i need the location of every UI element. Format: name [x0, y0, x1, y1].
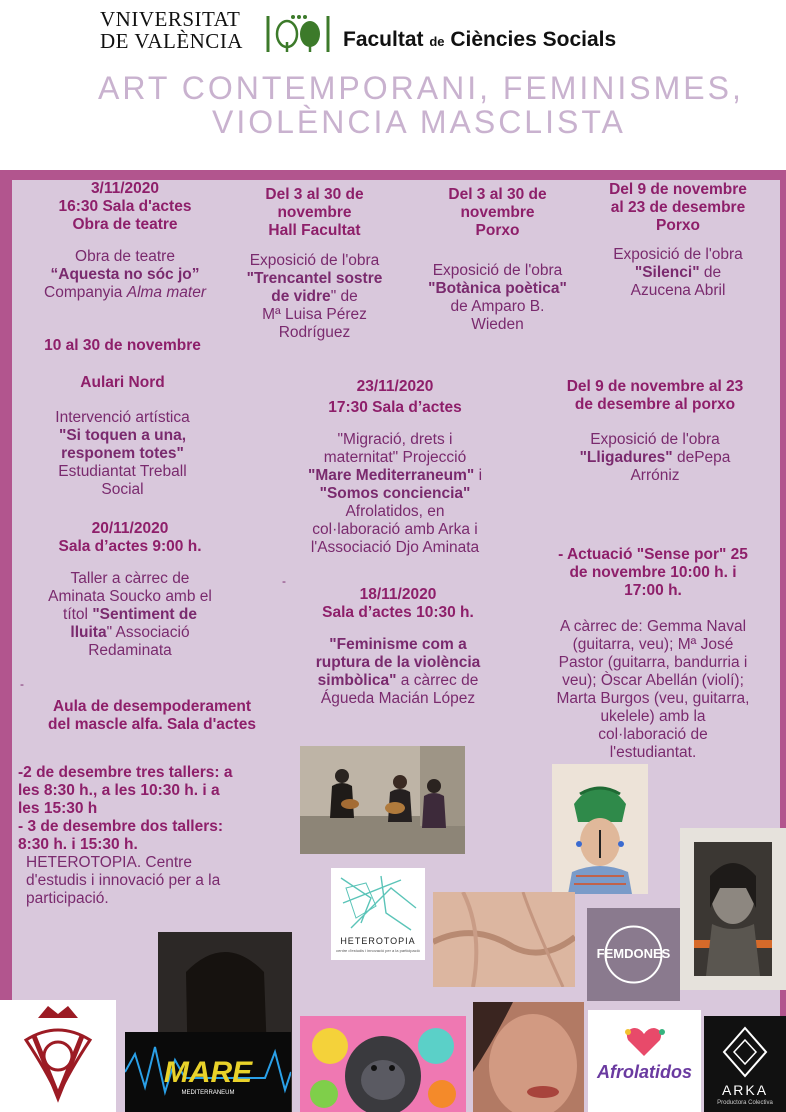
university-logo [100, 8, 260, 56]
event-time: 17:00 h. [624, 582, 682, 599]
event-title: de vidre [271, 288, 331, 305]
heart-icon [588, 1018, 701, 1068]
event-title: simbòlica" [317, 672, 397, 689]
event-title: Aula de desempoderament [52, 698, 252, 715]
event-location: Porxo [475, 222, 520, 239]
event-line: i [474, 467, 483, 484]
event-line: " Associació [106, 624, 190, 641]
event-performance-sense-por [528, 546, 778, 762]
arka-subtitle: Productora Colectiva [717, 1100, 773, 1106]
event-date: 10 al 30 de novembre [44, 337, 201, 354]
event-title: lluita [70, 624, 107, 641]
event-workshop-lluita [20, 520, 240, 660]
event-line: l'estudiantat. [609, 744, 697, 761]
event-line: Rodríguez [278, 324, 351, 341]
event-line: Exposició de l'obra [249, 252, 380, 269]
event-line: Social [101, 481, 144, 498]
event-line: " de [330, 288, 358, 305]
event-date: novembre [277, 204, 352, 221]
event-line: col·laboració de [598, 726, 708, 743]
event-line: (guitarra, veu); Mª José [572, 636, 734, 653]
event-line: Intervenció artística [55, 409, 190, 426]
schedule-line: -2 de desembre tres tallers: a [18, 764, 233, 781]
event-line: Redaminata [88, 642, 172, 659]
faculty-name-de: de [429, 34, 445, 49]
event-artistic-intervention [20, 337, 225, 499]
event-title: "Si toquen a una, [58, 427, 187, 444]
heterotopia-logo [331, 868, 425, 960]
event-theatre [20, 180, 230, 302]
event-date: 23/11/2020 [356, 378, 434, 395]
gorilla-artwork [300, 1016, 466, 1112]
page-title-line2: VIOLÈNCIA MASCLISTA [212, 104, 626, 140]
event-time: 17:30 Sala d’actes [328, 399, 462, 416]
event-line: Exposició de l'obra [590, 431, 720, 448]
event-location: Porxo [656, 217, 700, 234]
faculty-name [343, 28, 616, 52]
event-line: maternitat" Projecció [323, 449, 467, 466]
event-date: Del 3 al 30 de [265, 186, 364, 203]
event-exhibition-porxo [410, 186, 585, 334]
event-exhibition-silenci [588, 181, 768, 300]
mare-subtitle: MEDITERRANEUM [181, 1090, 235, 1096]
faculty-name-word: Ciències [450, 28, 537, 51]
event-workshop-schedule [18, 764, 288, 908]
schedule-line: les 15:30 h [18, 800, 98, 817]
event-line: Arróniz [630, 467, 680, 484]
event-type: Obra de teatre [72, 216, 178, 233]
university-name-line1: VNIVERSITAT [100, 7, 241, 31]
event-line: a càrrec de [396, 672, 479, 689]
page-title-line1: ART CONTEMPORANI, FEMINISMES, [98, 70, 744, 106]
event-title: "Sentiment de [92, 606, 197, 623]
event-date: Del 9 de novembre al 23 [566, 378, 744, 395]
arka-logo [704, 1016, 786, 1112]
drawing-portrait-artwork [680, 828, 786, 990]
event-line: "Migració, drets i [337, 431, 453, 448]
event-line: col·laboració amb Arka i [312, 521, 478, 538]
event-migration-screening [285, 378, 505, 557]
event-date: al 23 de desembre [610, 199, 746, 216]
femdones-logo [587, 908, 680, 1001]
event-title: "Botànica poètica" [428, 280, 567, 297]
schedule-line: - 3 de desembre dos tallers: [18, 818, 224, 835]
event-title: "Lligadures" [579, 449, 673, 466]
mare-wordmark: MARE [163, 1056, 253, 1089]
faculty-name-word: Facultat [343, 28, 424, 51]
event-date: Del 3 al 30 de [448, 186, 547, 203]
event-title: "Feminisme com a [329, 636, 467, 653]
femdones-wordmark: FEMDONES [596, 946, 671, 961]
event-line: Marta Burgos (veu, guitarra, [556, 690, 750, 707]
arka-wordmark: ARKA [721, 1082, 769, 1098]
event-location: Hall Facultat [268, 222, 361, 239]
event-time: Sala d’actes 10:30 h. [322, 604, 474, 621]
event-line: Águeda Macián López [320, 690, 476, 707]
event-line: de [699, 264, 722, 281]
afrolatidos-wordmark: Afrolatidos [596, 1062, 692, 1082]
event-line: Taller a càrrec de [70, 570, 190, 587]
event-line: Aminata Soucko amb el [48, 588, 212, 605]
stray-dash: - [282, 574, 286, 588]
turban-portrait-artwork [552, 764, 648, 894]
event-date: de novembre 10:00 h. i [569, 564, 737, 581]
event-location: del mascle alfa. Sala d'actes [48, 716, 256, 733]
event-date: 18/11/2020 [359, 586, 437, 603]
event-line: Exposició de l'obra [613, 246, 743, 263]
event-title: "Trencantel sostre [246, 270, 383, 287]
schedule-line: 8:30 h. i 15:30 h. [18, 836, 138, 853]
afrolatidos-logo [588, 1010, 701, 1112]
event-line: dePepa [672, 449, 731, 466]
event-line: de Amparo B. [450, 298, 545, 315]
heterotopia-tagline: centre d'estudis i innovació per a la participació [336, 948, 420, 953]
faculty-name-word: Socials [542, 28, 617, 51]
event-line: Obra de teatre [75, 248, 175, 265]
event-date: de desembre al porxo [574, 396, 736, 413]
seal-emblem-logo [0, 1000, 116, 1112]
event-date: Del 9 de novembre [609, 181, 747, 198]
event-time: Sala d’actes 9:00 h. [58, 538, 202, 555]
company-name: Alma mater [126, 284, 206, 301]
event-line: A càrrec de: Gemma Naval [559, 618, 747, 635]
event-line: veu); Òscar Abellán (violí); [562, 672, 744, 689]
event-time: 16:30 Sala d'actes [58, 198, 192, 215]
event-title: responem totes" [61, 445, 184, 462]
arka-diamond-icon [704, 1022, 786, 1082]
event-line: Afrolatidos, en [345, 503, 445, 520]
organizer-line: d'estudis i innovació per a la [26, 872, 221, 889]
event-date: 20/11/2020 [91, 520, 169, 537]
event-talk-feminisme [293, 586, 503, 708]
event-aula-desempoderament [22, 698, 282, 734]
organizer-line: participació. [26, 890, 109, 907]
event-location: Aulari Nord [80, 374, 165, 391]
university-name-line2: DE VALÈNCIA [100, 29, 243, 53]
skin-closeup-photo [433, 892, 575, 987]
event-title: - Actuació "Sense por" 25 [558, 546, 748, 563]
event-line: Estudiantat Treball [58, 463, 187, 480]
schedule-line: les 8:30 h., a les 10:30 h. i a [18, 782, 220, 799]
event-line: títol [63, 606, 93, 623]
mare-mediterraneum-logo [125, 1032, 291, 1112]
event-line: Mª Luisa Pérez [262, 306, 367, 323]
event-title: "Somos conciencia" [319, 485, 471, 502]
event-line: l'Associació Djo Aminata [310, 539, 480, 556]
event-line: Exposició de l'obra [432, 262, 563, 279]
event-line: Pastor (guitarra, bandurria i [558, 654, 748, 671]
event-line: Companyia [44, 284, 127, 301]
event-date: novembre [460, 204, 535, 221]
event-title: ruptura de la violència [315, 654, 481, 671]
event-title: "Mare Mediterraneum" [307, 467, 475, 484]
event-exhibition-lligadures [535, 378, 775, 485]
event-exhibition-hall [232, 186, 397, 342]
event-line: Azucena Abril [630, 282, 726, 299]
event-title: "Silenci" [634, 264, 700, 281]
event-title: “Aquesta no sóc jo” [50, 266, 200, 283]
musicians-photo [300, 746, 465, 854]
face-closeup-photo [473, 1002, 584, 1112]
event-line: Wieden [471, 316, 524, 333]
faculty-tree-logo-icon [265, 12, 331, 56]
organizer-line: HETEROTOPIA. Centre [26, 854, 192, 871]
stray-dash: - [20, 677, 24, 691]
event-date: 3/11/2020 [90, 180, 160, 197]
event-line: ukelele) amb la [600, 708, 706, 725]
heterotopia-map-icon [331, 868, 425, 936]
heterotopia-wordmark: HETEROTOPIA [340, 936, 416, 946]
